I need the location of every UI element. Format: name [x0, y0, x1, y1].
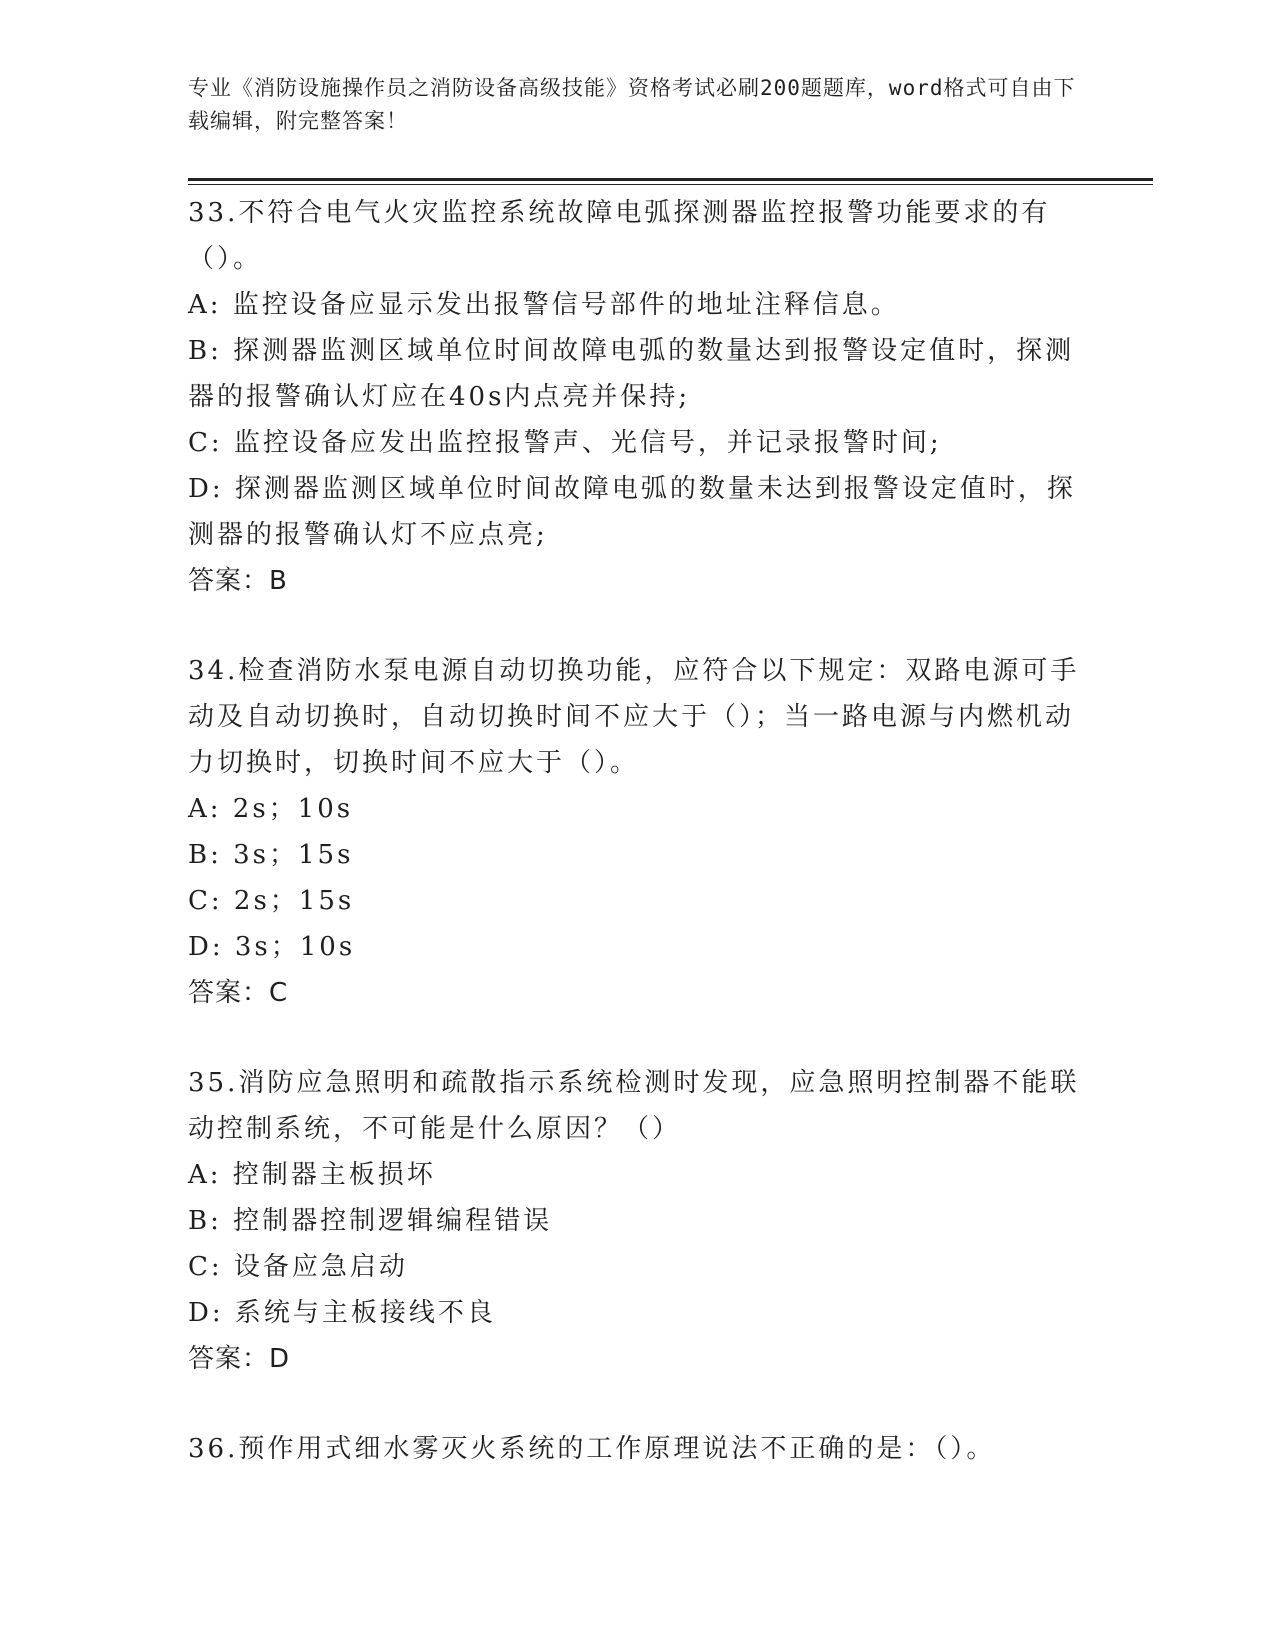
answer-label: 答案：D [188, 1344, 291, 1374]
option-a: A: 监控设备应显示发出报警信号部件的地址注释信息。 [188, 290, 900, 320]
question-stem: 33.不符合电气火灾监控系统故障电弧探测器监控报警功能要求的有（）。 [188, 198, 1051, 274]
option-c: C: 2s；15s [188, 886, 355, 916]
question-34 [188, 648, 1088, 1016]
option-a: A: 2s；10s [188, 794, 354, 824]
answer-label: 答案：C [188, 978, 289, 1008]
question-list [188, 190, 1088, 1472]
question-33 [188, 190, 1088, 604]
answer-label: 答案：B [188, 566, 288, 596]
option-d: D: 系统与主板接线不良 [188, 1298, 496, 1328]
option-d: D: 探测器监测区域单位时间故障电弧的数量未达到报警设定值时，探测器的报警确认灯不应点亮; [188, 474, 1076, 550]
option-c: C: 监控设备应发出监控报警声、光信号，并记录报警时间; [188, 428, 942, 458]
question-35 [188, 1060, 1088, 1382]
question-stem: 36.预作用式细水雾灭火系统的工作原理说法不正确的是：（）。 [188, 1434, 996, 1464]
option-b: B: 3s；15s [188, 840, 354, 870]
question-stem: 34.检查消防水泵电源自动切换功能，应符合以下规定：双路电源可手动及自动切换时，自动切换时间不应大于（）；当一路电源与内燃机动力切换时，切换时间不应大于（）。 [188, 656, 1080, 778]
header-divider-thin [188, 184, 1153, 185]
option-b: B: 控制器控制逻辑编程错误 [188, 1206, 553, 1236]
option-d: D: 3s；10s [188, 932, 356, 962]
option-a: A: 控制器主板损坏 [188, 1160, 436, 1190]
option-b: B: 探测器监测区域单位时间故障电弧的数量达到报警设定值时，探测器的报警确认灯应在40s内点亮并保持; [188, 336, 1075, 412]
document-header: 专业《消防设施操作员之消防设备高级技能》资格考试必刷200题题库，word格式可自由下载编辑，附完整答案！ [188, 76, 1076, 133]
question-stem: 35.消防应急照明和疏散指示系统检测时发现，应急照明控制器不能联动控制系统，不可能是什么原因？（） [188, 1068, 1080, 1144]
header-divider-thick [188, 178, 1153, 181]
option-c: C: 设备应急启动 [188, 1252, 408, 1282]
question-36 [188, 1426, 1088, 1472]
